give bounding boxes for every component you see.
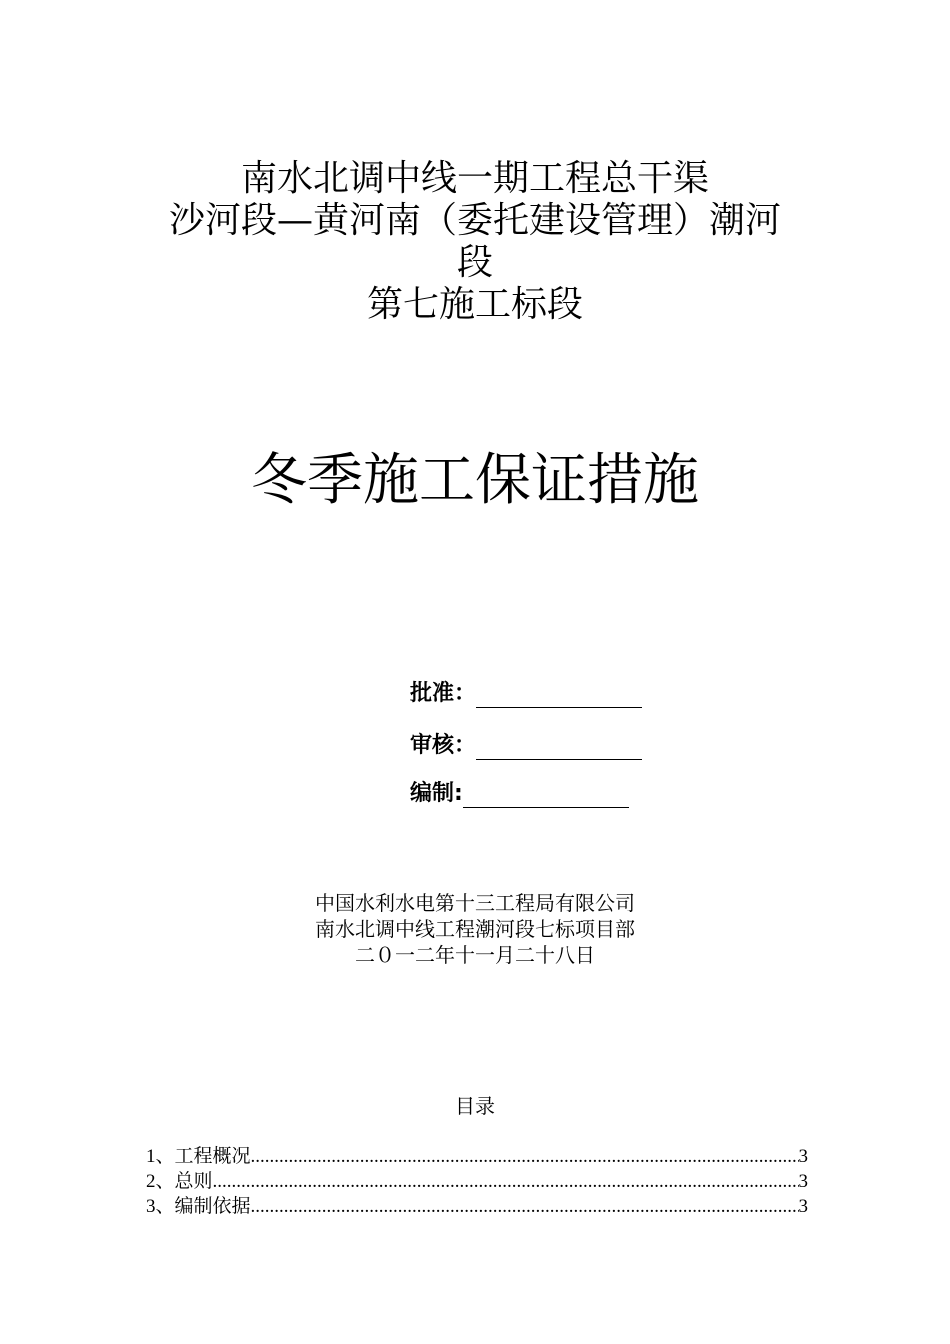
toc-item-label: 3、编制依据 [146,1196,251,1217]
compile-signature-line [463,785,629,808]
toc-item[interactable] [146,1169,808,1194]
project-header [0,158,950,326]
review-signature-line [476,737,642,760]
document-title: 冬季施工保证措施 [251,448,699,513]
header-line-3: 段 [456,242,493,283]
toc-leader-dots [213,1169,799,1194]
toc-item-page: 3 [798,1146,808,1167]
toc-item-page: 3 [798,1171,808,1192]
approval-field [410,680,642,708]
header-line-2: 沙河段—黄河南（委托建设管理）潮河 [168,200,781,241]
toc-item-label: 2、总则 [146,1171,213,1192]
approval-signature-line [476,685,642,708]
review-field [410,732,642,760]
approval-label: 批准： [410,681,477,706]
toc-title: 目录 [455,1094,495,1118]
toc-item[interactable] [146,1194,808,1219]
toc-item-label: 1、工程概况 [146,1146,251,1167]
table-of-contents [146,1144,808,1219]
toc-leader-dots [251,1144,799,1169]
header-line-4: 第七施工标段 [366,284,583,325]
toc-item-page: 3 [798,1196,808,1217]
toc-item[interactable] [146,1144,808,1169]
compile-label: 编制: [410,781,463,806]
company-name: 中国水利水电第十三工程局有限公司 [315,891,635,915]
compile-field [410,780,629,808]
toc-leader-dots [251,1194,799,1219]
review-label: 审核： [410,733,477,758]
header-line-1: 南水北调中线一期工程总干渠 [240,158,709,199]
project-department: 南水北调中线工程潮河段七标项目部 [315,917,635,941]
organization-block [0,890,950,968]
document-date: 二０一二年十一月二十八日 [355,943,595,967]
